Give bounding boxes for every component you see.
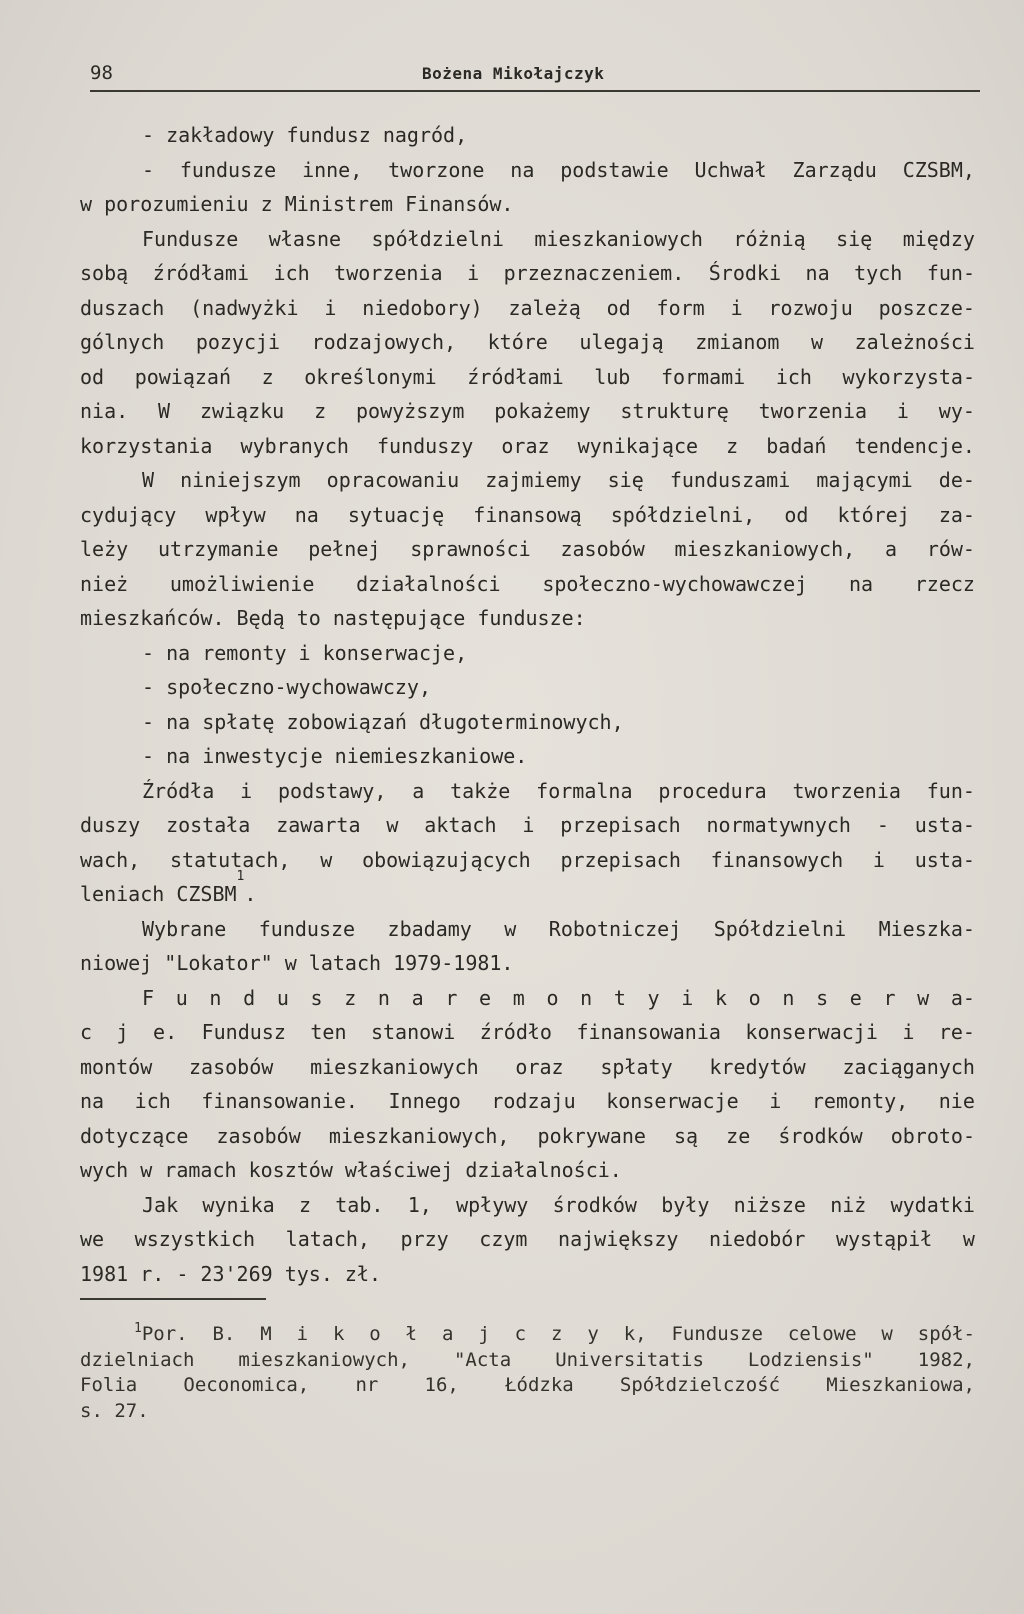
text-line: leży utrzymanie pełnej sprawności zasobów mieszkaniowych, a rów- [80, 537, 975, 561]
text-line: sobą źródłami ich tworzenia i przeznaczeniem. Środki na tych fun- [80, 261, 975, 285]
text-line: od powiązań z określonymi źródłami lub formami ich wykorzysta- [80, 364, 975, 389]
body-text [80, 118, 975, 1291]
text-line: na ich finansowanie. Innego rodzaju konserwacje i remonty, nie [80, 1089, 975, 1113]
text-line: Jak wynika z tab. 1, wpływy środków były niższe niż wydatki [142, 1192, 975, 1217]
footnote-line: dzielniach mieszkaniowych, "Acta Universitatis Lodziensis" 1982, [80, 1348, 975, 1371]
text-line: wych w ramach kosztów właściwej działalności. [80, 1158, 622, 1182]
text-line: W niniejszym opracowaniu zajmiemy się funduszami mającymi de- [142, 468, 975, 492]
text-line: Wybrane fundusze zbadamy w Robotniczej Spółdzielni Mieszka- [142, 916, 975, 941]
text-line: nia. W związku z powyższym pokażemy strukturę tworzenia i wy- [80, 399, 975, 423]
text-line: 1981 r. - 23'269 tys. zł. [80, 1261, 382, 1286]
running-head: Bożena Mikołajczyk [422, 64, 605, 83]
text-line: duszy została zawarta w aktach i przepisach normatywnych - usta- [80, 813, 975, 837]
text-line: w porozumieniu z Ministrem Finansów. [80, 192, 514, 216]
text-line: dotyczące zasobów mieszkaniowych, pokrywane są ze środków obroto- [80, 1123, 975, 1148]
text-line: montów zasobów mieszkaniowych oraz spłaty kredytów zaciąganych [80, 1054, 975, 1079]
text-line: leniach CZSBM 1 . [80, 877, 975, 912]
text-line: cydujący wpływ na sytuację finansową spółdzielni, od której za- [80, 502, 975, 527]
text-line: Fundusze własne spółdzielni mieszkaniowych różnią się między [142, 226, 975, 251]
text-line: Źródła i podstawy, a także formalna procedura tworzenia fun- [142, 778, 975, 803]
footnote-reference: 1 [236, 869, 245, 884]
footnote-line: s. 27. [80, 1399, 149, 1422]
page-header [90, 58, 980, 92]
footnote-line: Folia Oeconomica, nr 16, Łódzka Spółdzielczość Mieszkaniowa, [80, 1374, 975, 1396]
text-line: korzystania wybranych funduszy oraz wynikające z badań tendencje. [80, 433, 975, 458]
text-line: c j e. Fundusz ten stanowi źródło finansowania konserwacji i re- [80, 1020, 975, 1044]
text-line: - zakładowy fundusz nagród, [142, 123, 468, 147]
footnotes [80, 1322, 975, 1424]
text-line: we wszystkich latach, przy czym największy niedobór wystąpił w [80, 1227, 975, 1251]
text-line: niowej "Lokator" w latach 1979-1981. [80, 951, 514, 975]
text-line: wach, statutach, w obowiązujących przepisach finansowych i usta- [80, 847, 975, 872]
text-line: - społeczno-wychowawczy, [142, 675, 431, 699]
text-line: nież umożliwienie działalności społeczno-wychowawczej na rzecz [80, 571, 975, 596]
footnote-divider [80, 1298, 266, 1300]
text-line: mieszkańców. Będą to następujące fundusze: [80, 606, 586, 630]
footnote-marker: 1 [134, 1321, 142, 1336]
text-line: - na remonty i konserwacje, [142, 640, 468, 665]
page-number: 98 [90, 62, 113, 84]
text-line: - fundusze inne, tworzone na podstawie Uchwał Zarządu CZSBM, [142, 157, 975, 182]
text-line: - na inwestycje niemieszkaniowe. [142, 744, 528, 768]
text-line: duszach (nadwyżki i niedobory) zależą od form i rozwoju poszcze- [80, 295, 975, 320]
text-line: - na spłatę zobowiązań długoterminowych, [142, 709, 624, 734]
footnote-line: $^1$Por. B. M i k o ł a j c z y k, Fundusze celowe w spół- [134, 1321, 975, 1345]
text-line: gólnych pozycji rodzajowych, które ulegają zmianom w zależności [80, 330, 975, 354]
text-line: F u n d u s z n a r e m o n t y i k o n s e r w a- [142, 985, 975, 1010]
